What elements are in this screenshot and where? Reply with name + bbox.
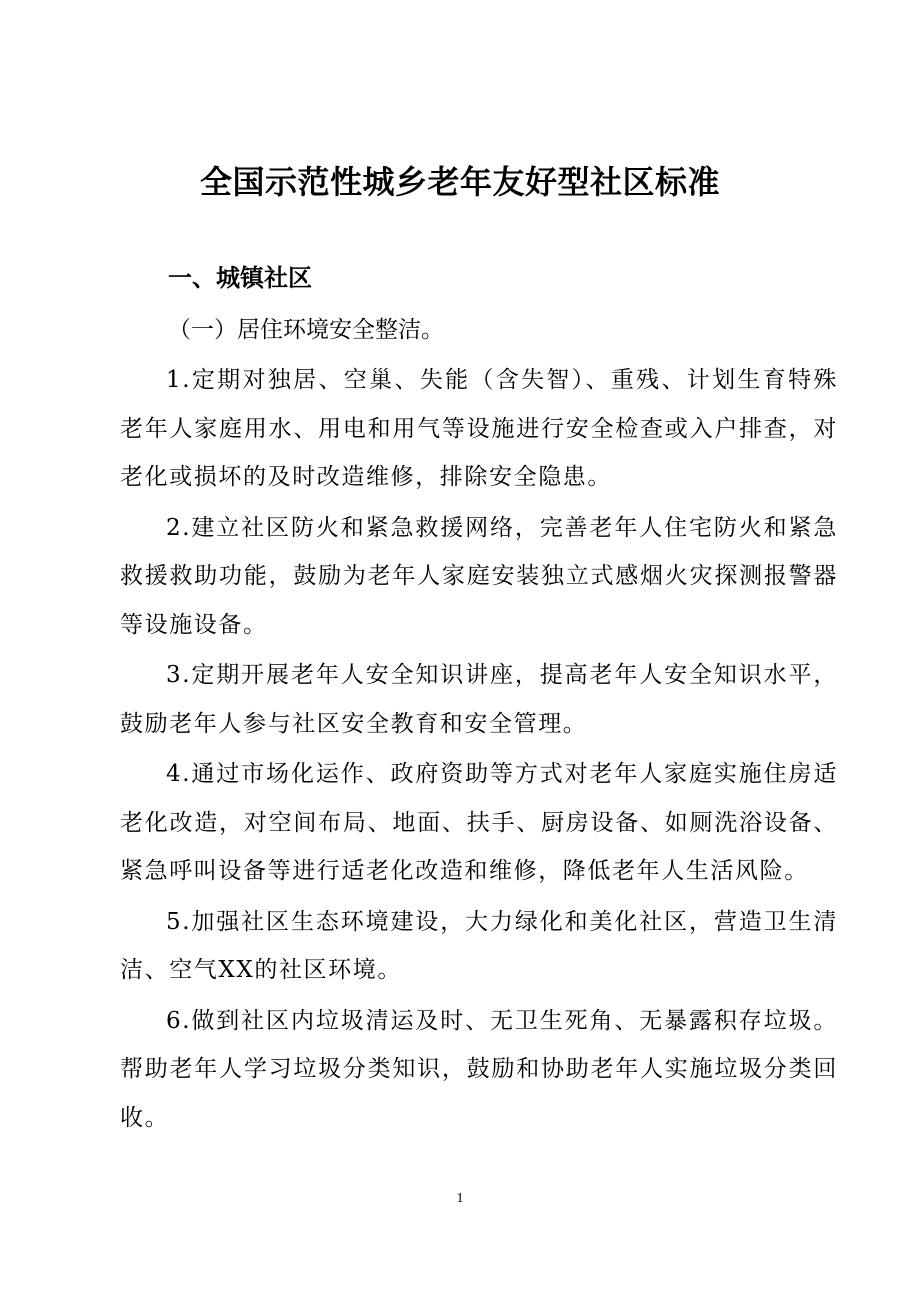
document-title: 全国示范性城乡老年友好型社区标准: [199, 163, 720, 201]
paragraph-1: 1.定期对独居、空巢、失能（含失智）、重残、计划生育特殊老年人家庭用水、用电和用气等设施进行安全检查或入户排查，对老化或损坏的及时改造维修，排除安全隐患。: [120, 367, 838, 490]
paragraph-4: 4.通过市场化运作、政府资助等方式对老年人家庭实施住房适老化改造，对空间布局、地面、扶手、厨房设备、如厕洗浴设备、紧急呼叫设备等进行适老化改造和维修，降低老年人生活风险。: [120, 761, 838, 884]
paragraph-5: 5.加强社区生态环境建设，大力绿化和美化社区，营造卫生清洁、空气XX的社区环境。: [120, 908, 838, 983]
page-number: 1: [456, 1191, 464, 1206]
section-heading: 一、城镇社区: [168, 264, 312, 292]
paragraph-2: 2.建立社区防火和紧急救援网络，完善老年人住宅防火和紧急救援救助功能，鼓励为老年人家庭安装独立式感烟火灾探测报警器等设施设备。: [120, 514, 838, 638]
paragraph-6: 6.做到社区内垃圾清运及时、无卫生死角、无暴露积存垃圾。帮助老年人学习垃圾分类知识，鼓励和协助老年人实施垃圾分类回收。: [120, 1007, 838, 1131]
paragraph-3: 3.定期开展老年人安全知识讲座，提高老年人安全知识水平，鼓励老年人参与社区安全教育和安全管理。: [120, 662, 838, 737]
subsection-heading: （一）居住环境安全整洁。: [168, 317, 444, 343]
body-text: [120, 356, 838, 1144]
